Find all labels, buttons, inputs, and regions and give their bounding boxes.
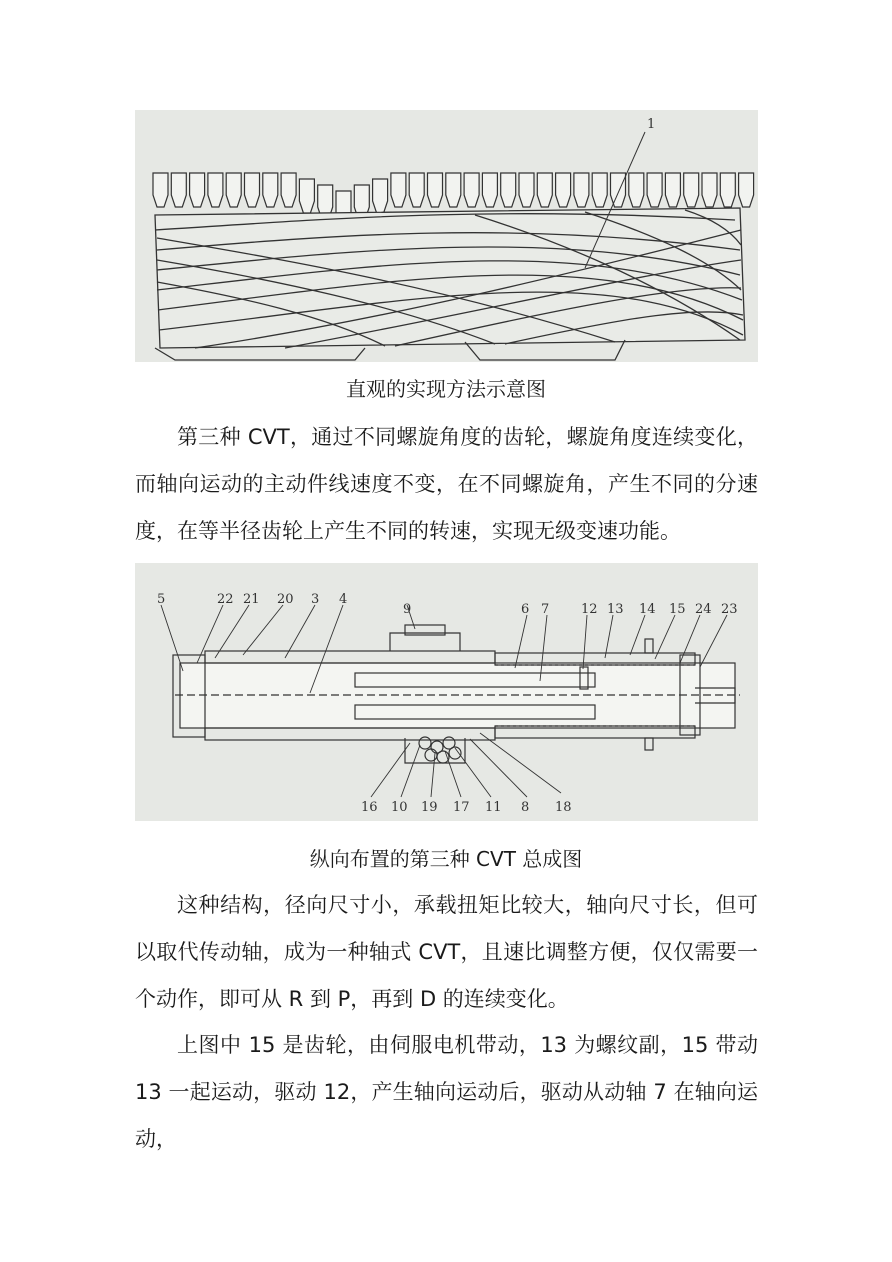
paragraph-1: 第三种 CVT，通过不同螺旋角度的齿轮，螺旋角度连续变化，而轴向运动的主动件线速度不变，在不同螺旋角，产生不同的分速度，在等半径齿轮上产生不同的转速，实现无级变速功能。 [135, 425, 758, 543]
gear-tooth [208, 173, 223, 207]
paragraph-2: 这种结构，径向尺寸小，承载扭矩比较大，轴向尺寸长，但可以取代传动轴，成为一种轴式 CVT，且速比调整方便，仅仅需要一个动作，即可从 R 到 P，再到 D 的连续变化。 [135, 893, 758, 1011]
part-label: 5 [157, 592, 166, 607]
bottom-part-labels [361, 800, 572, 815]
part-label: 7 [541, 602, 550, 617]
part-label: 17 [453, 800, 470, 815]
gear-tooth [409, 173, 424, 207]
gear-tooth [171, 173, 186, 207]
gear-tooth [647, 173, 662, 207]
gear-tooth [684, 173, 699, 207]
gear-tooth [629, 173, 644, 207]
gear-tooth [574, 173, 589, 207]
part-label: 14 [639, 602, 656, 617]
part-label: 21 [243, 592, 260, 607]
part-label: 18 [555, 800, 572, 815]
gear-tooth [245, 173, 260, 207]
gear-tooth [299, 179, 314, 213]
part-label: 15 [669, 602, 686, 617]
gear-tooth [281, 173, 296, 207]
gear-tooth [501, 173, 516, 207]
part-label: 6 [521, 602, 530, 617]
part-label: 20 [277, 592, 294, 607]
gear-tooth [153, 173, 168, 207]
gear-tooth [537, 173, 552, 207]
part-label: 16 [361, 800, 378, 815]
helical-gear-drawing [135, 110, 758, 362]
gear-tooth [190, 173, 205, 207]
gear-tooth [482, 173, 497, 207]
helical-body [155, 208, 745, 360]
part-label: 19 [421, 800, 438, 815]
part-label: 13 [607, 602, 624, 617]
paragraph-3: 上图中 15 是齿轮，由伺服电机带动，13 为螺纹副，15 带动 13 一起运动，驱动 12，产生轴向运动后，驱动从动轴 7 在轴向运动， [135, 1033, 758, 1151]
cvt-assembly-drawing [135, 563, 758, 821]
part-label-1: 1 [647, 117, 656, 132]
gear-tooth [702, 173, 717, 207]
part-label: 3 [311, 592, 320, 607]
part-label: 8 [521, 800, 530, 815]
part-label: 9 [403, 602, 412, 617]
gear-tooth [739, 173, 754, 207]
part-label: 22 [217, 592, 234, 607]
gear-tooth [373, 179, 388, 213]
part-label: 11 [485, 800, 502, 815]
gear-tooth [592, 173, 607, 207]
gear-tooth [391, 173, 406, 207]
part-label: 12 [581, 602, 598, 617]
gear-tooth [263, 173, 278, 207]
gear-tooth [720, 173, 735, 207]
part-label: 23 [721, 602, 738, 617]
part-label: 24 [695, 602, 712, 617]
figure2-caption: 纵向布置的第三种 CVT 总成图 [309, 847, 583, 871]
gear-tooth [556, 173, 571, 207]
gear-tooth [665, 173, 680, 207]
assembly-body [173, 625, 740, 763]
figure1-caption: 直观的实现方法示意图 [346, 377, 546, 401]
gear-tooth [611, 173, 626, 207]
gear-tooth [464, 173, 479, 207]
part-label: 4 [339, 592, 348, 607]
gear-tooth [428, 173, 443, 207]
cvt-assembly-figure [135, 563, 758, 821]
gear-tooth [226, 173, 241, 207]
gear-tooth [519, 173, 534, 207]
helical-gear-figure [135, 110, 758, 362]
gear-tooth [446, 173, 461, 207]
part-label: 10 [391, 800, 408, 815]
